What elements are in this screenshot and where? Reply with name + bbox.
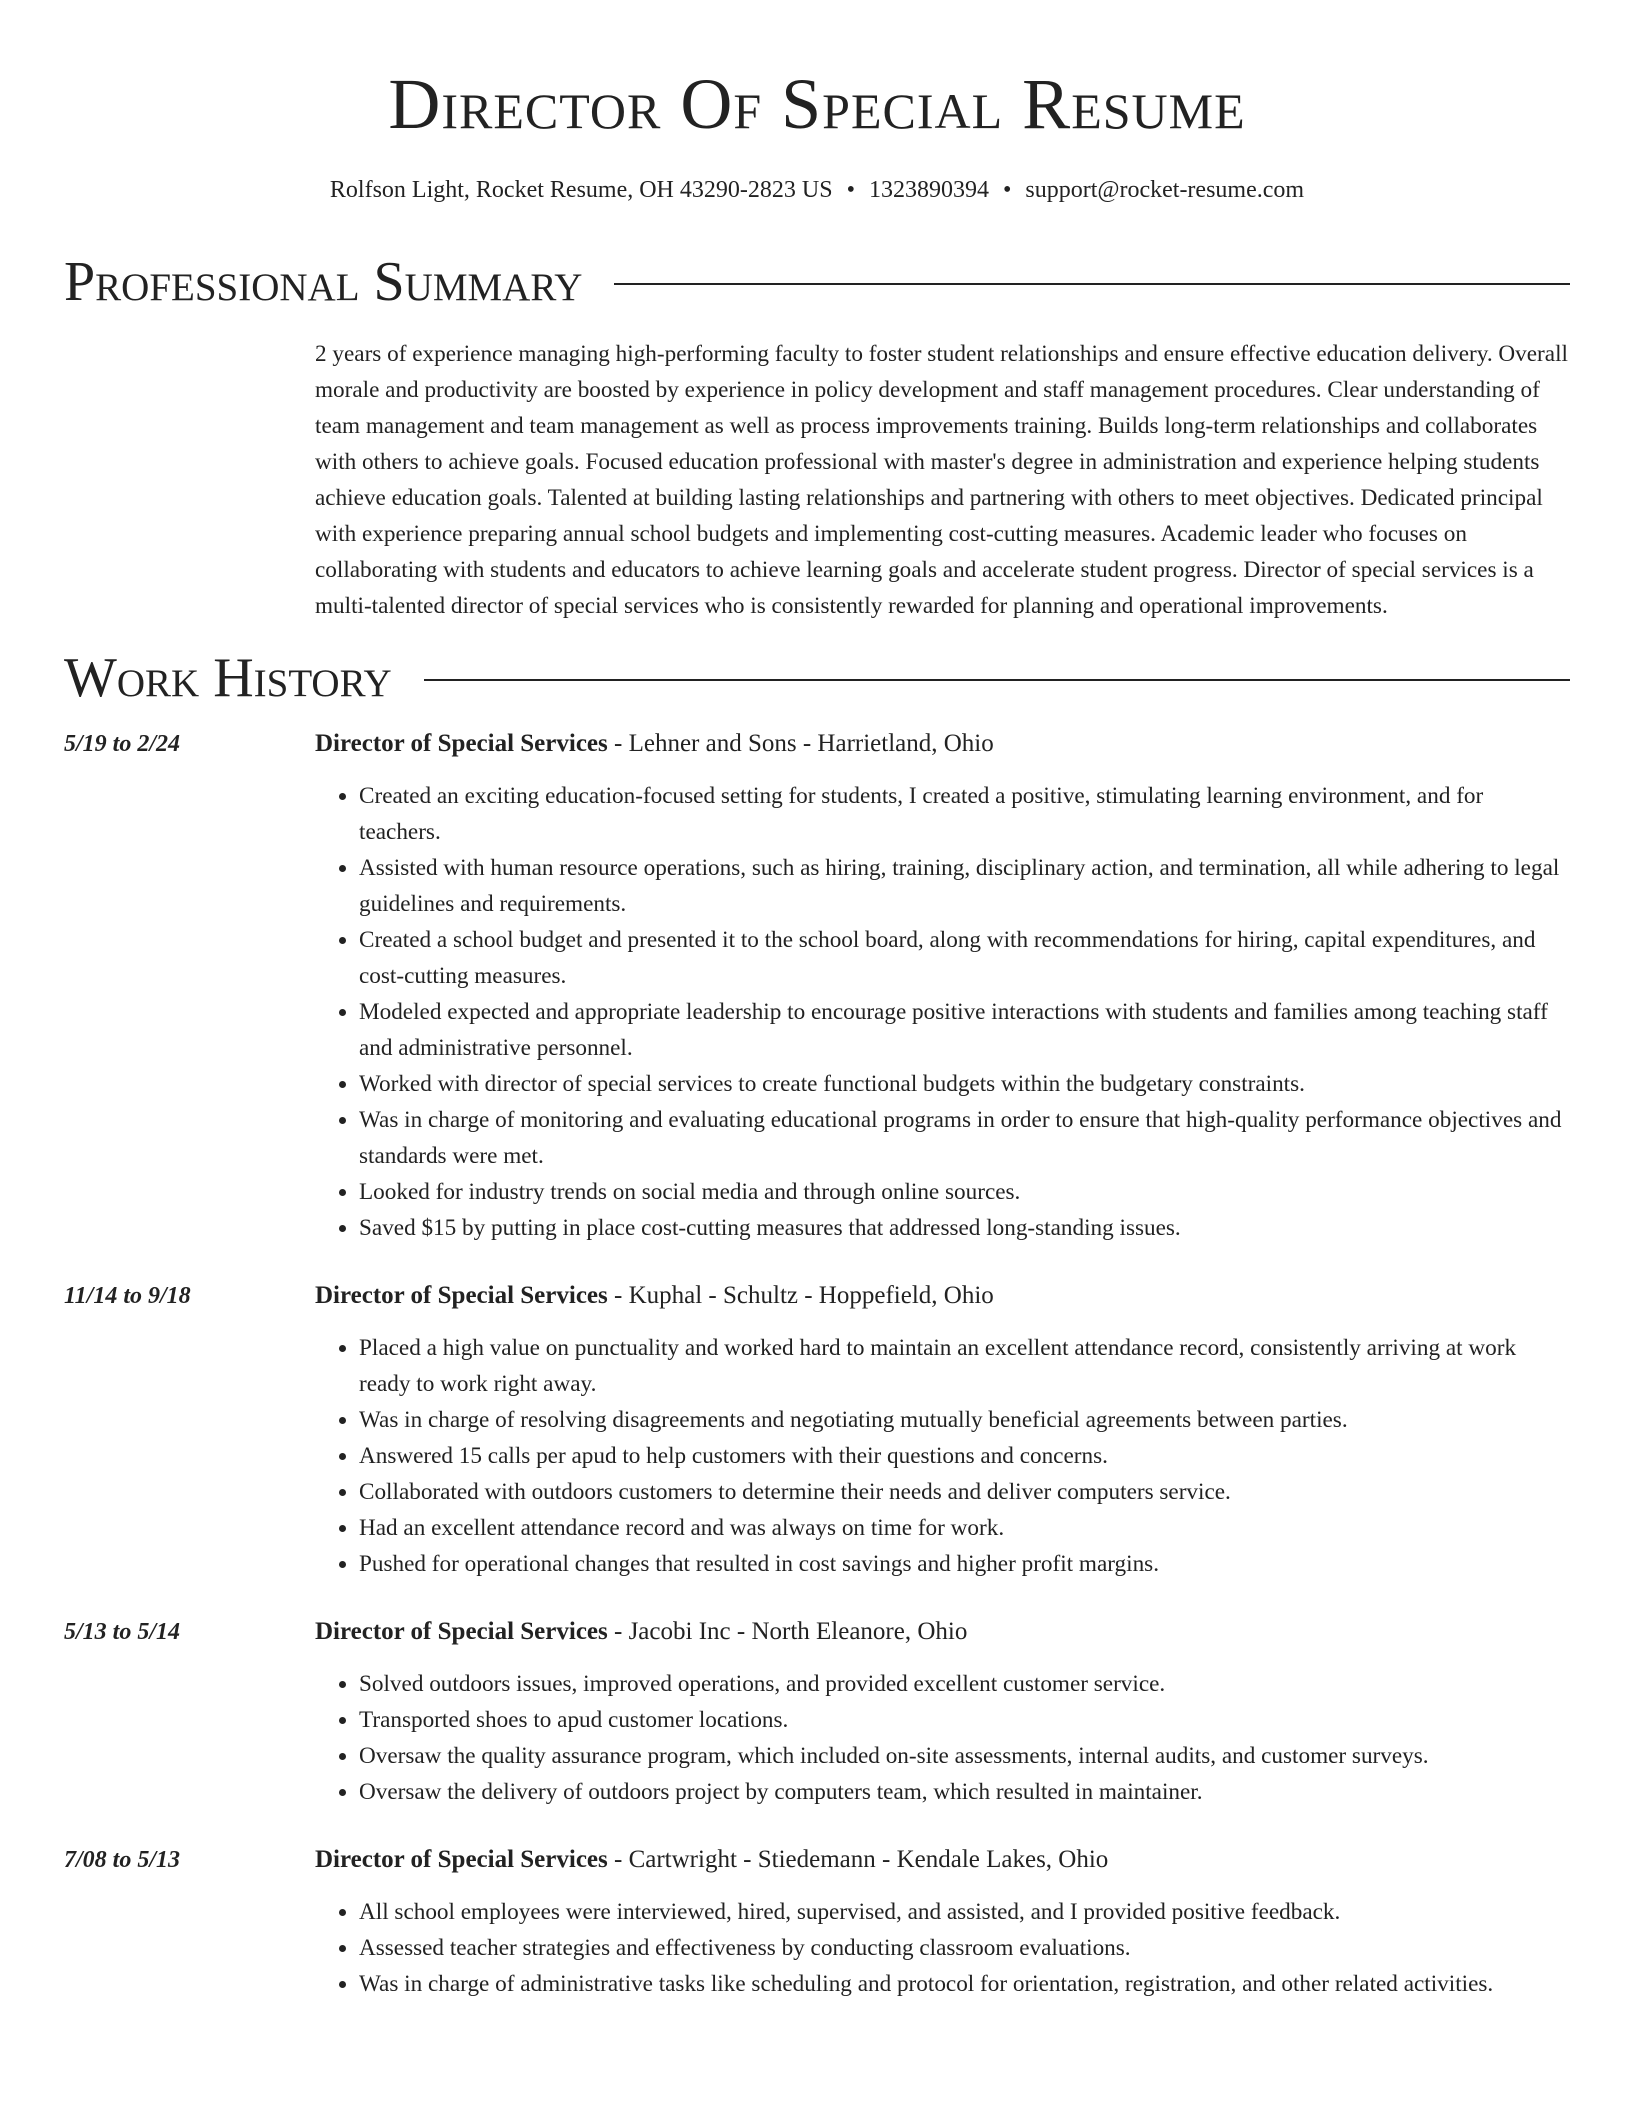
work-section-header — [64, 646, 1570, 710]
job-title: Director of Special Services — [315, 1846, 608, 1873]
job-bullet: • Was in charge of monitoring and evaluating educational programs in order to ensure that high-quality performance objectives and standards were met. — [359, 1102, 1570, 1174]
job-bullet: • Oversaw the delivery of outdoors project by computers team, which resulted in maintainer. — [359, 1774, 1570, 1810]
job-entry — [64, 1278, 1570, 1582]
contact-address: Rolfson Light, Rocket Resume, OH 43290-2823 US — [329, 177, 833, 203]
job-bullets — [315, 778, 1570, 1246]
job-title-line — [315, 726, 1570, 762]
job-bullet: • Transported shoes to apud customer locations. — [359, 1702, 1570, 1738]
job-bullet: • Worked with director of special services to create functional budgets within the budgetary constraints. — [359, 1066, 1570, 1102]
job-bullet: • Created a school budget and presented it to the school board, along with recommendations for hiring, capital expenditures, and cost-cutting measures. — [359, 922, 1570, 994]
job-bullet: • Solved outdoors issues, improved operations, and provided excellent customer service. — [359, 1666, 1570, 1702]
job-details: - Jacobi Inc - North Eleanore, Ohio — [607, 1618, 968, 1645]
contact-separator: • — [846, 177, 855, 203]
job-bullet: • Had an excellent attendance record and was always on time for work. — [359, 1510, 1570, 1546]
job-dates: 5/13 to 5/14 — [64, 1619, 181, 1645]
job-bullet: • Was in charge of administrative tasks like scheduling and protocol for orientation, registration, and other related activities. — [359, 1966, 1570, 2002]
resume-title: Director Of Special Resume — [388, 64, 1246, 144]
job-dates: 11/14 to 9/18 — [64, 1283, 191, 1309]
job-entry — [64, 1842, 1570, 2002]
job-list — [64, 726, 1570, 2002]
job-bullets — [315, 1330, 1570, 1582]
contact-phone: 1323890394 — [868, 177, 989, 203]
summary-section-header — [64, 250, 1570, 314]
job-title-line — [315, 1278, 1570, 1314]
work-heading: Work History — [64, 647, 392, 709]
job-dates: 7/08 to 5/13 — [64, 1847, 181, 1873]
job-title: Director of Special Services — [315, 1618, 608, 1645]
job-entry — [64, 1614, 1570, 1810]
job-bullet: • Saved $15 by putting in place cost-cutting measures that addressed long-standing issues. — [359, 1210, 1570, 1246]
contact-email: support@rocket-resume.com — [1025, 177, 1305, 203]
job-title-line — [315, 1614, 1570, 1650]
job-details: - Kuphal - Schultz - Hoppefield, Ohio — [607, 1282, 994, 1309]
job-bullets — [315, 1666, 1570, 1810]
summary-text: 2 years of experience managing high-performing faculty to foster student relationships and ensure effective education delivery. Overall morale and productivity are boosted by experience in policy development and staff management procedures. Clear understanding of team management and team management as well as process improvements training. Builds long-term relationships and collaborates with others to achieve goals. Focused education professional with master's degree in administration and experience helping students achieve education goals. Talented at building lasting relationships and partnering with others to meet objectives. Dedicated principal with experience preparing annual school budgets and implementing cost-cutting measures. Academic leader who focuses on collaborating with students and educators to achieve learning goals and accelerate student progress. Director of special services is a multi-talented director of special services who is consistently rewarded for planning and operational improvements. — [315, 341, 1568, 619]
job-bullet: • Assisted with human resource operations, such as hiring, training, disciplinary action, and termination, all while adhering to legal guidelines and requirements. — [359, 850, 1570, 922]
job-bullet: • Looked for industry trends on social media and through online sources. — [359, 1174, 1570, 1210]
contact-line — [64, 174, 1570, 206]
job-bullet: • Collaborated with outdoors customers to determine their needs and deliver computers service. — [359, 1474, 1570, 1510]
resume-page — [64, 0, 1570, 2002]
section-divider — [614, 283, 1570, 285]
job-details: - Cartwright - Stiedemann - Kendale Lakes, Ohio — [607, 1846, 1109, 1873]
job-dates: 5/19 to 2/24 — [64, 731, 181, 757]
job-bullet: • Created an exciting education-focused setting for students, I created a positive, stimulating learning environment, and for teachers. — [359, 778, 1570, 850]
job-bullet: • Modeled expected and appropriate leadership to encourage positive interactions with students and families among teaching staff and administrative personnel. — [359, 994, 1570, 1066]
job-bullet: • Was in charge of resolving disagreements and negotiating mutually beneficial agreements between parties. — [359, 1402, 1570, 1438]
job-details: - Lehner and Sons - Harrietland, Ohio — [607, 730, 994, 757]
job-bullet: • Pushed for operational changes that resulted in cost savings and higher profit margins. — [359, 1546, 1570, 1582]
job-title: Director of Special Services — [315, 1282, 608, 1309]
contact-separator: • — [1002, 177, 1012, 203]
job-title: Director of Special Services — [315, 730, 608, 757]
summary-heading: Professional Summary — [64, 251, 583, 313]
job-bullet: • Answered 15 calls per apud to help customers with their questions and concerns. — [359, 1438, 1570, 1474]
job-bullet: • All school employees were interviewed, hired, supervised, and assisted, and I provided positive feedback. — [359, 1894, 1570, 1930]
job-bullets — [315, 1894, 1570, 2002]
job-bullet: • Placed a high value on punctuality and worked hard to maintain an excellent attendance record, consistently arriving at work ready to work right away. — [359, 1330, 1570, 1402]
job-bullet: • Oversaw the quality assurance program, which included on-site assessments, internal audits, and customer surveys. — [359, 1738, 1570, 1774]
section-divider — [424, 679, 1570, 681]
job-bullet: • Assessed teacher strategies and effectiveness by conducting classroom evaluations. — [359, 1930, 1570, 1966]
job-title-line — [315, 1842, 1570, 1878]
job-entry — [64, 726, 1570, 1246]
